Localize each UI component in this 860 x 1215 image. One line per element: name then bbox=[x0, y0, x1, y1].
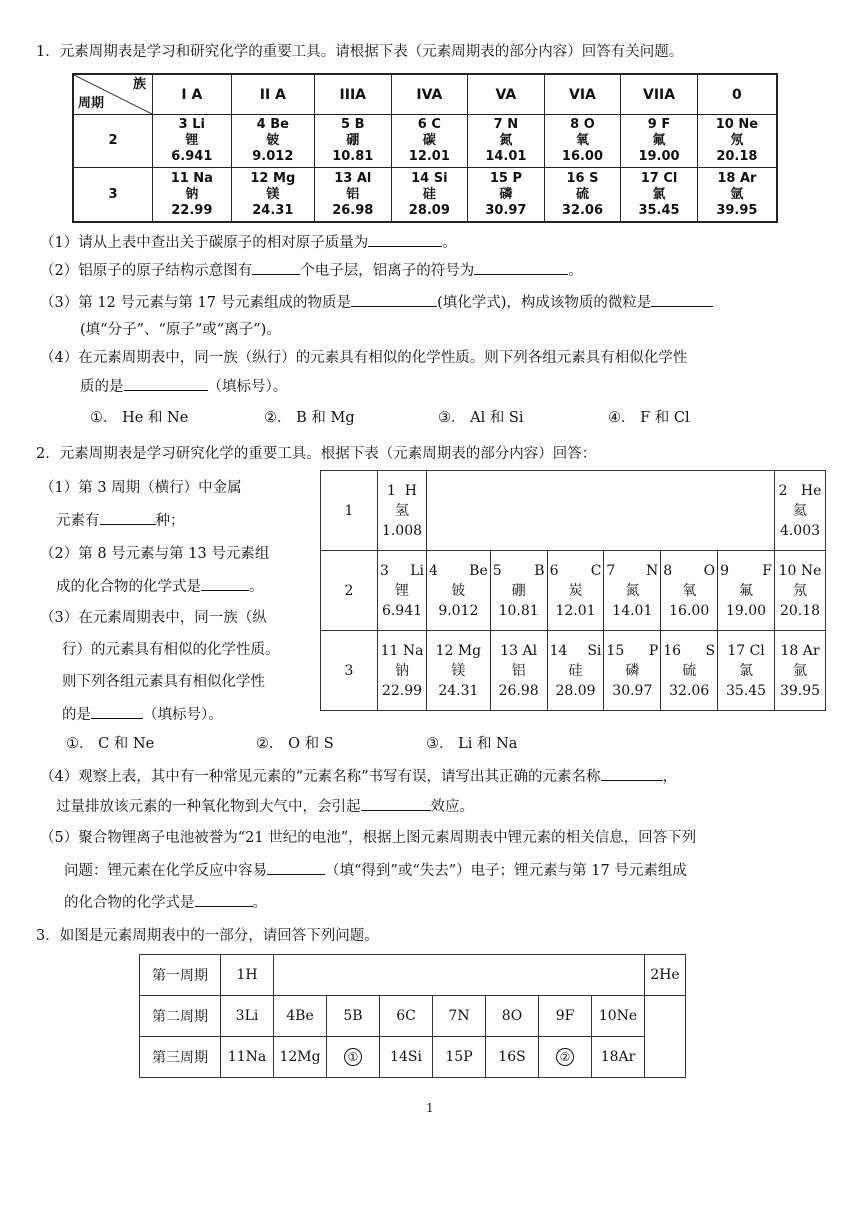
element-mass: 24.31 bbox=[252, 202, 294, 218]
answer-blank[interactable] bbox=[124, 376, 208, 391]
element-cell bbox=[327, 1037, 380, 1078]
element-cell bbox=[490, 631, 547, 711]
element-name: 锂 bbox=[395, 582, 409, 599]
element-cell: 6C bbox=[380, 996, 433, 1037]
element-name: 氖 bbox=[793, 582, 807, 599]
element-number-symbol bbox=[493, 641, 545, 661]
element-name: 磷 bbox=[625, 662, 640, 679]
element-n: 8 O bbox=[570, 117, 595, 133]
element-name: 硫 bbox=[575, 186, 589, 202]
q2-intro: 2．元素周期表是学习研究化学的重要工具。根据下表（元素周期表的部分内容）回答： bbox=[36, 446, 597, 462]
element-cell: 5B bbox=[327, 996, 380, 1037]
element-n: 3 Li bbox=[178, 117, 205, 133]
element-name: 氯 bbox=[739, 662, 754, 679]
answer-blank[interactable] bbox=[361, 796, 431, 811]
group-label: 族 bbox=[132, 77, 146, 92]
q1-option: ③． Al 和 Si bbox=[438, 410, 524, 426]
element-cell bbox=[378, 631, 427, 711]
element-cell: 2 He 氦 4.003 bbox=[775, 471, 826, 551]
element-symbol: N bbox=[646, 562, 659, 579]
element-mass: 32.06 bbox=[669, 682, 710, 699]
element-cell bbox=[468, 168, 545, 222]
element-mass: 10.81 bbox=[498, 602, 539, 619]
element-mass: 30.97 bbox=[485, 202, 527, 218]
q3-intro: 3．如图是元素周期表中的一部分，请回答下列问题。 bbox=[36, 928, 379, 944]
element-mass: 9.012 bbox=[438, 602, 479, 619]
element-cell: 15P bbox=[433, 1037, 486, 1078]
q2-option: ①． C 和 Ne bbox=[66, 736, 155, 752]
q2-sub2: （2）第 8 号元素与第 13 号元素组 bbox=[40, 546, 270, 562]
q1-intro: 1．元素周期表是学习和研究化学的重要工具。请根据下表（元素周期表的部分内容）回答有关问题。 bbox=[36, 44, 684, 60]
blank-marker: ② bbox=[556, 1048, 574, 1066]
element-name: 铍 bbox=[266, 133, 280, 149]
q2-sub4-cont: 过量排放该元素的一种氧化物到大气中，会引起 效应。 bbox=[56, 796, 474, 817]
element-n: 18 Ar bbox=[717, 170, 757, 186]
answer-blank[interactable] bbox=[91, 704, 143, 719]
empty-cell bbox=[427, 471, 775, 551]
table-row bbox=[321, 631, 826, 711]
element-cell bbox=[378, 551, 427, 631]
element-cell bbox=[231, 115, 314, 168]
element-mass: 14.01 bbox=[485, 149, 527, 165]
period-label: 第三周期 bbox=[140, 1037, 221, 1078]
element-cell: 1H bbox=[221, 955, 274, 996]
element-mass: 12.01 bbox=[555, 602, 596, 619]
q2-sub5-cont: 的化合物的化学式是 。 bbox=[64, 892, 267, 913]
element-name: 氮 bbox=[499, 133, 513, 149]
element-symbol: C bbox=[590, 562, 602, 579]
element-cell bbox=[544, 115, 621, 168]
answer-blank[interactable] bbox=[474, 260, 568, 275]
element-symbol: F bbox=[762, 562, 772, 579]
element-cell: 8O bbox=[486, 996, 539, 1037]
group-header: II A bbox=[231, 74, 314, 115]
element-name: 硅 bbox=[568, 662, 583, 679]
element-mass: 39.95 bbox=[716, 202, 758, 218]
element-number-symbol bbox=[606, 561, 658, 581]
group-header: IIIA bbox=[315, 74, 392, 115]
element-mass: 19.00 bbox=[726, 602, 767, 619]
q1-option: ④． F 和 Cl bbox=[608, 410, 690, 426]
period-cell: 1 bbox=[321, 471, 378, 551]
period-label: 第二周期 bbox=[140, 996, 221, 1037]
group-header: VA bbox=[468, 74, 545, 115]
element-cell bbox=[391, 168, 468, 222]
q2-sub5-cont: 问题：锂元素在化学反应中容易 （填“得到”或“失去”）电子；锂元素与第 17 号元素组成 bbox=[64, 860, 687, 881]
element-mass: 6.941 bbox=[381, 602, 423, 619]
answer-blank[interactable] bbox=[368, 232, 442, 247]
element-n: 13 Al bbox=[334, 170, 372, 186]
element-cell bbox=[621, 115, 698, 168]
element-cell bbox=[468, 115, 545, 168]
element-cell: 1 H 氢 1.008 bbox=[378, 471, 427, 551]
element-number: 8 bbox=[663, 562, 673, 579]
element-symbol: O bbox=[703, 562, 716, 579]
element-number: 3 bbox=[380, 562, 389, 579]
element-cell bbox=[539, 1037, 592, 1078]
element-cell bbox=[775, 631, 826, 711]
element-n: 10 Ne bbox=[715, 117, 759, 133]
q2-sub5: （5）聚合物锂离子电池被誉为“21 世纪的电池”，根据上图元素周期表中锂元素的相关信息，回答下列 bbox=[40, 830, 697, 846]
table-row bbox=[140, 955, 686, 996]
page-number: 1 bbox=[426, 1101, 434, 1115]
element-cell bbox=[231, 168, 314, 222]
element-cell bbox=[621, 168, 698, 222]
period-cell: 3 bbox=[73, 168, 153, 222]
element-mass: 26.98 bbox=[332, 202, 374, 218]
element-name: 氧 bbox=[682, 582, 697, 599]
element-cell bbox=[718, 631, 775, 711]
element-mass: 35.45 bbox=[638, 202, 680, 218]
element-n: 9 F bbox=[647, 117, 671, 133]
element-n: 5 B bbox=[341, 117, 365, 133]
element-name: 镁 bbox=[451, 662, 466, 679]
element-number: 11 Na bbox=[380, 642, 424, 659]
element-cell bbox=[544, 168, 621, 222]
group-header: IVA bbox=[391, 74, 468, 115]
q2-sub2-cont: 成的化合物的化学式是 。 bbox=[56, 576, 264, 597]
element-mass: 35.45 bbox=[726, 682, 767, 699]
element-cell bbox=[153, 168, 232, 222]
element-name: 钠 bbox=[395, 662, 409, 679]
group-header: 0 bbox=[697, 74, 777, 115]
q2-sub1-cont: 元素有 种； bbox=[56, 510, 185, 531]
element-cell bbox=[697, 168, 777, 222]
element-cell bbox=[153, 115, 232, 168]
element-symbol: B bbox=[534, 562, 545, 579]
element-number: 5 bbox=[492, 562, 502, 579]
element-number-symbol bbox=[429, 561, 488, 581]
element-n: 7 N bbox=[493, 117, 519, 133]
element-cell: 12Mg bbox=[274, 1037, 327, 1078]
element-symbol: S bbox=[705, 642, 716, 659]
element-number: 10 Ne bbox=[778, 562, 822, 579]
element-n: 15 P bbox=[489, 170, 522, 186]
answer-blank[interactable] bbox=[601, 766, 663, 781]
element-name: 氟 bbox=[652, 133, 666, 149]
element-mass: 39.95 bbox=[779, 682, 821, 699]
element-number: 14 bbox=[549, 642, 568, 659]
element-n: 4 Be bbox=[256, 117, 289, 133]
answer-blank[interactable] bbox=[195, 892, 253, 907]
answer-blank[interactable] bbox=[100, 510, 156, 525]
element-cell bbox=[391, 115, 468, 168]
element-number: 17 Cl bbox=[727, 642, 765, 659]
element-mass: 26.98 bbox=[498, 682, 539, 699]
element-mass: 14.01 bbox=[612, 602, 653, 619]
element-name: 铝 bbox=[511, 662, 526, 679]
element-cell: 4Be bbox=[274, 996, 327, 1037]
group-header: VIA bbox=[544, 74, 621, 115]
element-mass: 9.012 bbox=[252, 149, 294, 165]
table-row bbox=[321, 471, 826, 551]
q1-sub4-cont: 质的是 （填标号）。 bbox=[80, 376, 287, 397]
table-row bbox=[73, 115, 777, 168]
element-name: 氯 bbox=[652, 186, 666, 202]
answer-blank[interactable] bbox=[201, 576, 249, 591]
element-name: 镁 bbox=[266, 186, 280, 202]
element-mass: 20.18 bbox=[716, 149, 758, 165]
element-number: 6 bbox=[549, 562, 559, 579]
q1-option: ②． B 和 Mg bbox=[264, 410, 355, 426]
element-name: 硼 bbox=[346, 133, 360, 149]
q2-option: ②． O 和 S bbox=[256, 736, 334, 752]
element-cell: 11Na bbox=[221, 1037, 274, 1078]
element-n: 6 C bbox=[417, 117, 441, 133]
element-cell bbox=[661, 631, 718, 711]
answer-blank[interactable] bbox=[651, 292, 713, 307]
element-mass: 6.941 bbox=[171, 149, 213, 165]
element-cell: 18Ar bbox=[592, 1037, 645, 1078]
element-cell: 14Si bbox=[380, 1037, 433, 1078]
empty-cell bbox=[274, 955, 645, 996]
q1-sub2: （2）铝原子的原子结构示意图有 个电子层，铝离子的符号为 。 bbox=[40, 260, 583, 281]
q1-sub3: （3）第 12 号元素与第 17 号元素组成的物质是 (填化学式)，构成该物质的微粒是 bbox=[40, 292, 713, 313]
element-name: 硅 bbox=[422, 186, 436, 202]
element-mass: 24.31 bbox=[438, 682, 479, 699]
element-cell bbox=[775, 551, 826, 631]
element-name: 钠 bbox=[185, 186, 199, 202]
element-number: 7 bbox=[606, 562, 616, 579]
element-name: 氩 bbox=[730, 186, 744, 202]
period-cell: 2 bbox=[321, 551, 378, 631]
q2-sub1: （1）第 3 周期（横行）中金属 bbox=[40, 480, 242, 496]
q2-sub3-cont: 行）的元素具有相似的化学性质。 bbox=[62, 642, 280, 658]
element-mass: 30.97 bbox=[612, 682, 653, 699]
element-cell bbox=[315, 168, 392, 222]
element-name: 硫 bbox=[682, 662, 697, 679]
answer-blank[interactable] bbox=[351, 292, 437, 307]
element-name: 氟 bbox=[739, 582, 754, 599]
element-name: 氧 bbox=[575, 133, 589, 149]
element-n: 11 Na bbox=[170, 170, 213, 186]
q1-sub4: （4）在元素周期表中，同一族（纵行）的元素具有相似的化学性质。则下列各组元素具有相似化学性 bbox=[40, 350, 688, 366]
element-mass: 16.00 bbox=[669, 602, 710, 619]
element-n: 12 Mg bbox=[250, 170, 296, 186]
period-cell: 2 bbox=[73, 115, 153, 168]
element-name: 氖 bbox=[730, 133, 744, 149]
element-name: 铝 bbox=[346, 186, 360, 202]
element-mass: 28.09 bbox=[555, 682, 596, 699]
element-n: 14 Si bbox=[411, 170, 448, 186]
element-name: 锂 bbox=[185, 133, 199, 149]
element-mass: 28.09 bbox=[408, 202, 450, 218]
element-cell: 3Li bbox=[221, 996, 274, 1037]
element-cell bbox=[315, 115, 392, 168]
period-cell: 3 bbox=[321, 631, 378, 711]
element-mass: 10.81 bbox=[332, 149, 374, 165]
period-label: 周期 bbox=[78, 96, 105, 111]
element-number-symbol bbox=[777, 641, 823, 661]
q2-sub3: （3）在元素周期表中，同一族（纵 bbox=[40, 610, 267, 626]
table-row bbox=[321, 551, 826, 631]
element-n: 16 S bbox=[566, 170, 599, 186]
periodic-table-2 bbox=[320, 470, 826, 711]
q2-sub4: （4）观察上表，其中有一种常见元素的“元素名称”书写有误，请写出其正确的元素名称 ， bbox=[40, 766, 677, 787]
element-cell: 7N bbox=[433, 996, 486, 1037]
element-symbol: Li bbox=[410, 562, 424, 579]
element-name: 碳 bbox=[422, 133, 436, 149]
element-number: 4 bbox=[429, 562, 438, 579]
element-number-symbol bbox=[720, 641, 772, 661]
q2-sub3-cont: 的是 （填标号）。 bbox=[62, 704, 223, 725]
element-number-symbol bbox=[663, 561, 715, 581]
group-header: VIIA bbox=[621, 74, 698, 115]
element-number: 15 bbox=[606, 642, 625, 659]
element-symbol: P bbox=[648, 642, 659, 659]
group-header: I A bbox=[153, 74, 232, 115]
element-number: 16 bbox=[663, 642, 682, 659]
element-mass: 22.99 bbox=[381, 682, 423, 699]
q1-option: ①． He 和 Ne bbox=[90, 410, 189, 426]
element-n: 17 Cl bbox=[640, 170, 678, 186]
q2-option: ③． Li 和 Na bbox=[426, 736, 518, 752]
element-name: 炭 bbox=[568, 582, 583, 599]
periodic-table-3 bbox=[139, 954, 686, 1078]
element-number-symbol bbox=[606, 641, 658, 661]
table-row bbox=[140, 996, 686, 1037]
element-cell bbox=[490, 551, 547, 631]
element-mass: 19.00 bbox=[638, 149, 680, 165]
element-number-symbol bbox=[550, 641, 602, 661]
element-cell bbox=[604, 631, 661, 711]
q1-sub3-cont: (填“分子”、“原子”或“离子”)。 bbox=[80, 322, 281, 338]
element-cell bbox=[547, 631, 604, 711]
element-number-symbol bbox=[663, 641, 715, 661]
element-number-symbol bbox=[550, 561, 602, 581]
answer-blank[interactable] bbox=[267, 860, 325, 875]
element-name: 氮 bbox=[625, 582, 640, 599]
element-cell bbox=[547, 551, 604, 631]
element-cell bbox=[697, 115, 777, 168]
table-row bbox=[73, 168, 777, 222]
element-cell bbox=[718, 551, 775, 631]
element-number-symbol bbox=[429, 641, 488, 661]
table-corner bbox=[73, 74, 153, 115]
element-cell bbox=[427, 631, 491, 711]
periodic-table-1 bbox=[72, 73, 778, 223]
element-number-symbol bbox=[493, 561, 545, 581]
element-name: 磷 bbox=[499, 186, 513, 202]
q1-sub1: （1）请从上表中查出关于碳原子的相对原子质量为 。 bbox=[40, 232, 457, 253]
element-cell: 9F bbox=[539, 996, 592, 1037]
element-symbol: Be bbox=[469, 562, 488, 579]
element-number-symbol bbox=[380, 561, 424, 581]
element-number: 9 bbox=[720, 562, 730, 579]
element-number: 12 Mg bbox=[435, 642, 482, 659]
element-cell bbox=[427, 551, 491, 631]
element-mass: 32.06 bbox=[561, 202, 604, 218]
element-name: 氩 bbox=[793, 662, 807, 679]
element-number-symbol bbox=[777, 561, 823, 581]
element-number-symbol bbox=[380, 641, 424, 661]
element-name: 铍 bbox=[451, 582, 466, 599]
element-mass: 20.18 bbox=[779, 602, 821, 619]
element-mass: 16.00 bbox=[561, 149, 604, 165]
element-cell: 16S bbox=[486, 1037, 539, 1078]
element-cell bbox=[661, 551, 718, 631]
element-name: 硼 bbox=[511, 582, 526, 599]
element-cell: 2He bbox=[645, 955, 686, 996]
blank-marker: ① bbox=[344, 1048, 362, 1066]
element-mass: 12.01 bbox=[408, 149, 450, 165]
element-cell: 10Ne bbox=[592, 996, 645, 1037]
table-row bbox=[140, 1037, 686, 1078]
answer-blank[interactable] bbox=[252, 260, 300, 275]
element-cell bbox=[604, 551, 661, 631]
element-symbol: Si bbox=[587, 642, 602, 659]
element-number: 13 Al bbox=[500, 642, 538, 659]
element-number: 18 Ar bbox=[780, 642, 820, 659]
q2-sub3-cont: 则下列各组元素具有相似化学性 bbox=[62, 674, 265, 690]
element-number-symbol bbox=[720, 561, 772, 581]
period-label: 第一周期 bbox=[140, 955, 221, 996]
element-mass: 22.99 bbox=[171, 202, 213, 218]
